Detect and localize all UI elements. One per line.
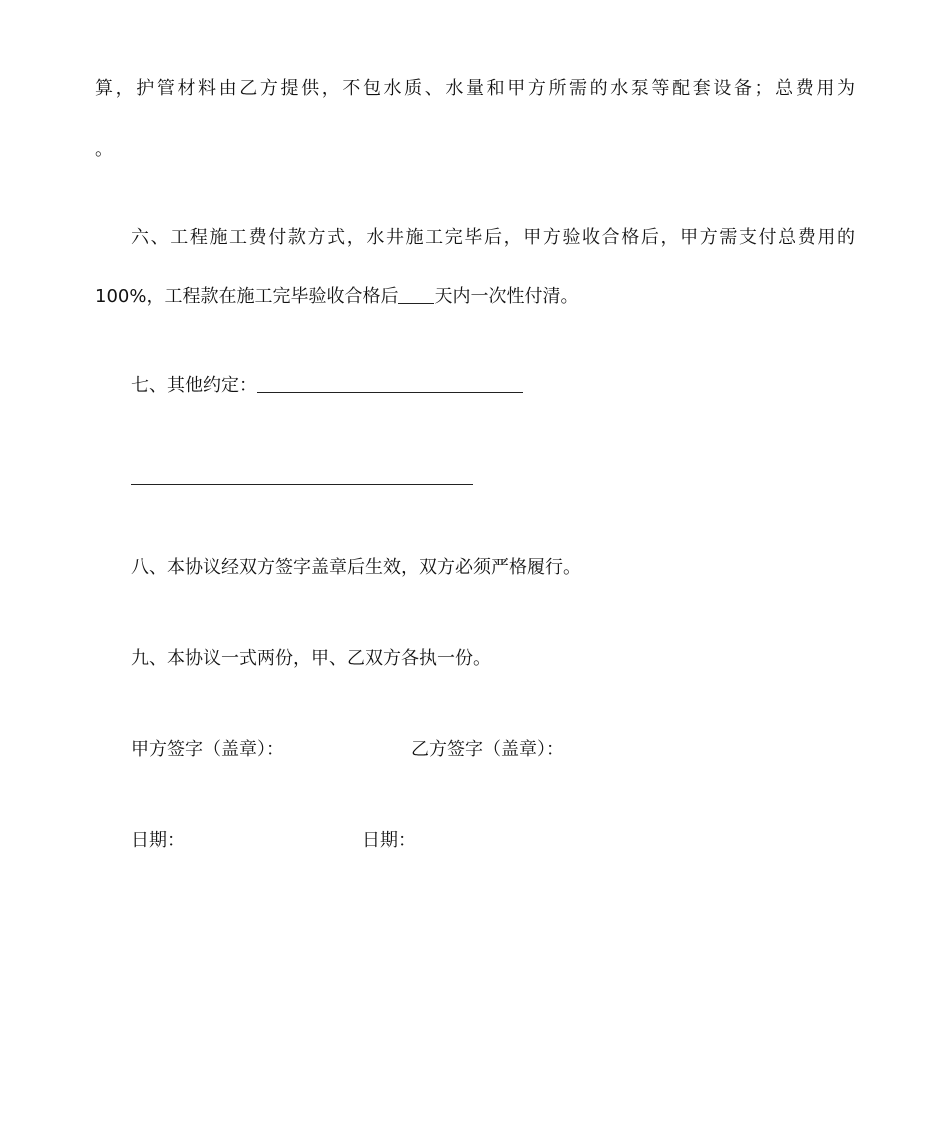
clause-5-continuation-line2: 。 — [95, 139, 113, 160]
party-b-signature-label: 乙方签字（盖章）： — [411, 739, 564, 760]
other-terms-blank-2 — [131, 484, 473, 485]
clause-5-continuation-line1: 算，护管材料由乙方提供，不包水质、水量和甲方所需的水泵等配套设备；总费用为 — [95, 78, 855, 99]
clause-7-line — [131, 374, 523, 398]
party-a-signature-label: 甲方签字（盖章）： — [131, 739, 284, 760]
clause-8: 八、本协议经双方签字盖章后生效，双方必须严格履行。 — [131, 557, 581, 578]
clause-9: 九、本协议一式两份，甲、乙双方各执一份。 — [131, 648, 491, 669]
clause-6-line2-text-b: 天内一次性付清。 — [434, 286, 579, 307]
clause-6-line2-text-a: 100%，工程款在施工完毕验收合格后 — [95, 286, 399, 307]
days-blank — [398, 285, 434, 304]
clause-7-label: 七、其他约定： — [131, 375, 257, 396]
clause-6-line2 — [95, 285, 578, 309]
clause-6-line1: 六、工程施工费付款方式，水井施工完毕后，甲方验收合格后，甲方需支付总费用的 — [131, 227, 855, 248]
party-b-date-label: 日期： — [362, 830, 416, 851]
other-terms-blank-1 — [257, 374, 523, 393]
party-a-date-label: 日期： — [131, 830, 185, 851]
